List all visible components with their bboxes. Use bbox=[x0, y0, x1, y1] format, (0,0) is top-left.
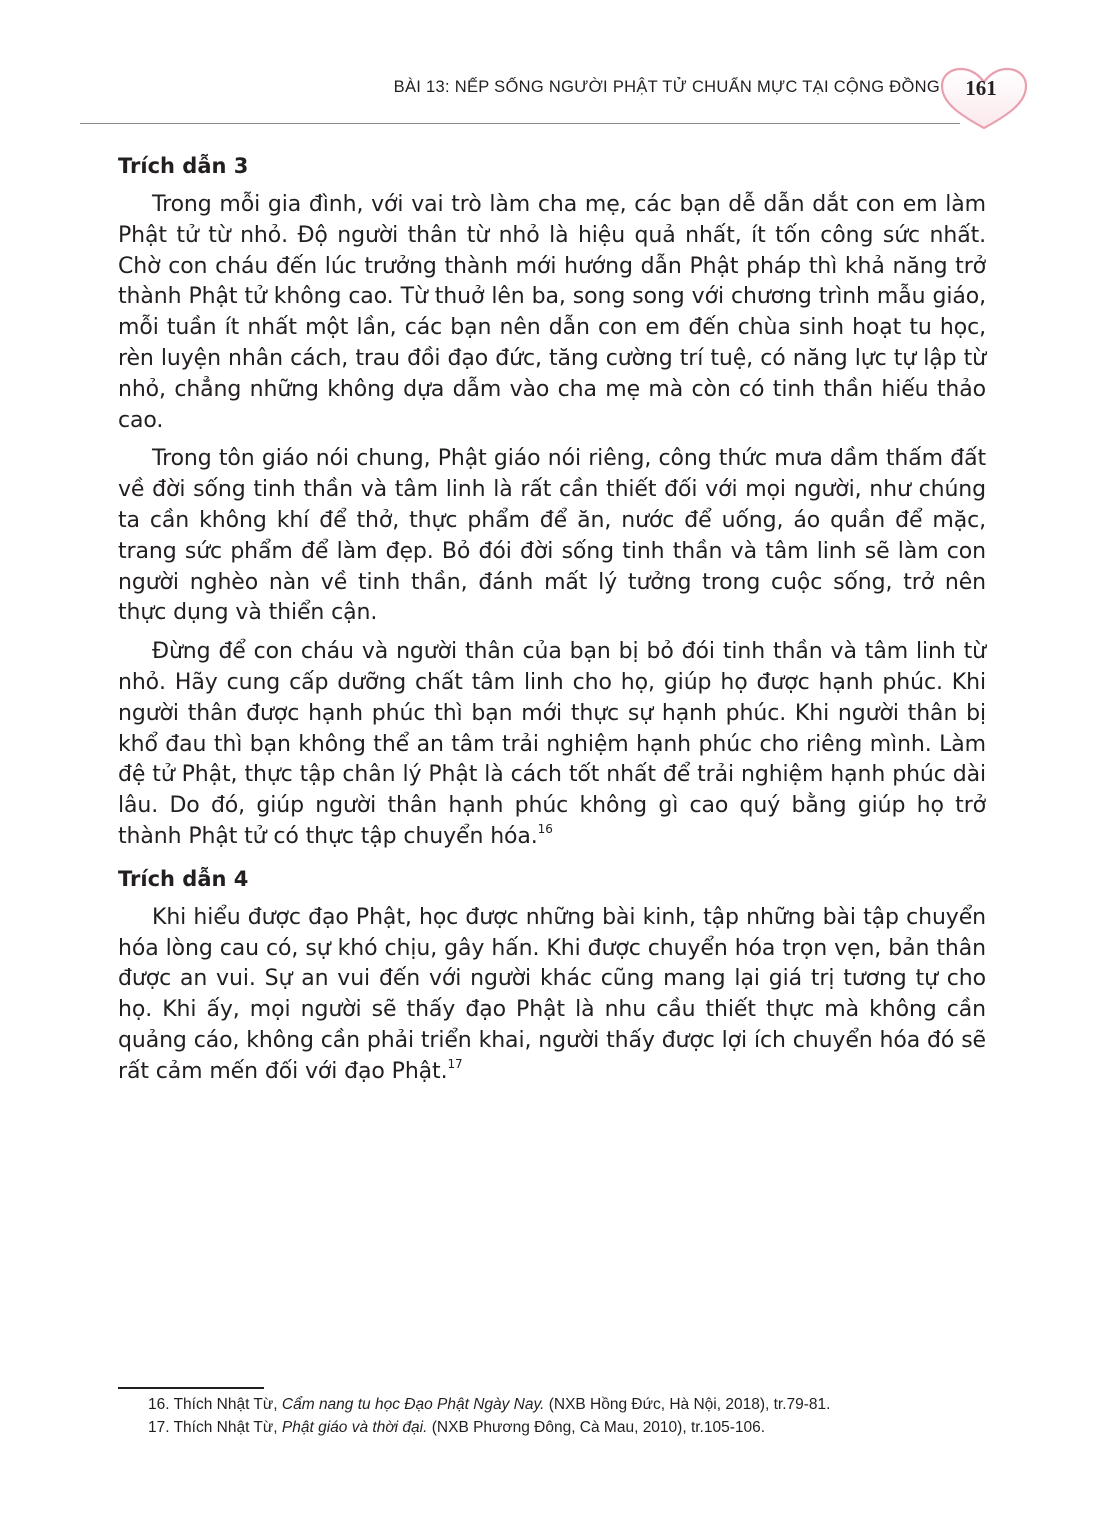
paragraph: Trong tôn giáo nói chung, Phật giáo nói riêng, công thức mưa dầm thấm đất về đời sống tinh thần và tâm linh là rất cần thiết đối với mọi người, như chúng ta cần không khí để thở, thực phẩm để ăn, nước để uống, áo quần để mặc, trang sức phẩm để làm đẹp. Bỏ đói đời sống tinh thần và tâm linh sẽ làm con người nghèo nàn về tinh thần, đánh mất lý tưởng trong cuộc sống, trở nên thực dụng và thiển cận. bbox=[118, 446, 986, 626]
footnote-title: Cẩm nang tu học Đạo Phật Ngày Nay. bbox=[281, 1396, 545, 1413]
footnote-number: 17. bbox=[148, 1419, 170, 1436]
footnote-title: Phật giáo và thời đại. bbox=[281, 1419, 428, 1436]
footnote-reference[interactable]: 16 bbox=[537, 821, 553, 836]
footnote-publication: (NXB Phương Đông, Cà Mau, 2010), tr.105-106. bbox=[431, 1419, 766, 1436]
footnote bbox=[148, 1393, 1008, 1416]
paragraph: Trong mỗi gia đình, với vai trò làm cha mẹ, các bạn dễ dẫn dắt con em làm Phật tử từ nhỏ. Độ người thân từ nhỏ là hiệu quả nhất, ít tốn công sức nhất. Chờ con cháu đến lúc trưởng thành mới hướng dẫn Phật pháp thì khả năng trở thành Phật tử không cao. Từ thuở lên ba, song song với chương trình mẫu giáo, mỗi tuần ít nhất một lần, các bạn nên dẫn con em đến chùa sinh hoạt tu học, rèn luyện nhân cách, trau đồi đạo đức, tăng cường trí tuệ, có năng lực tự lập từ nhỏ, chẳng những không dựa dẫm vào cha mẹ mà còn có tinh thần hiếu thảo cao. bbox=[118, 192, 986, 433]
footnote-number: 16. bbox=[148, 1396, 170, 1413]
chapter-title: BÀI 13: NẾP SỐNG NGƯỜI PHẬT TỬ CHUẨN MỰC TẠI CỘNG ĐỒNG bbox=[393, 78, 940, 96]
footnote-separator bbox=[118, 1387, 264, 1389]
footnotes bbox=[148, 1393, 1008, 1439]
running-header bbox=[0, 56, 1106, 130]
paragraph-text: Khi hiểu được đạo Phật, học được những bài kinh, tập những bài tập chuyển hóa lòng cau có, sự khó chịu, gây hấn. Khi được chuyển hóa trọn vẹn, bản thân được an vui. Sự an vui đến với người khác cũng mang lại giá trị tương tự cho họ. Khi ấy, mọi người sẽ thấy đạo Phật là nhu cầu thiết thực mà không cần quảng cáo, không cần phải triển khai, người thấy được lợi ích chuyển hóa đó sẽ rất cảm mến đối với đạo Phật. bbox=[118, 904, 986, 1084]
footnote-author: Thích Nhật Từ, bbox=[173, 1396, 278, 1413]
section-heading: Trích dẫn 4 bbox=[118, 866, 249, 891]
page-number: 161 bbox=[965, 76, 997, 100]
header-rule bbox=[80, 123, 960, 124]
footnote-publication: (NXB Hồng Đức, Hà Nội, 2018), tr.79-81. bbox=[548, 1396, 831, 1413]
paragraph bbox=[118, 903, 986, 1088]
footnote-reference[interactable]: 17 bbox=[447, 1056, 463, 1071]
footnote-author: Thích Nhật Từ, bbox=[173, 1419, 278, 1436]
section-heading: Trích dẫn 3 bbox=[118, 154, 249, 178]
paragraph-text: Đừng để con cháu và người thân của bạn bị bỏ đói tinh thần và tâm linh từ nhỏ. Hãy cung cấp dưỡng chất tâm linh cho họ, giúp họ được hạnh phúc. Khi người thân được hạnh phúc thì bạn mới thực sự hạnh phúc. Khi người thân bị khổ đau thì bạn không thể an tâm trải nghiệm hạnh phúc cho riêng mình. Làm đệ tử Phật, thực tập chân lý Phật là cách tốt nhất để trải nghiệm hạnh phúc dài lâu. Do đó, giúp người thân hạnh phúc không gì cao quý bằng giúp họ trở thành Phật tử có thực tập chuyển hóa. bbox=[118, 639, 986, 849]
paragraph bbox=[118, 637, 986, 853]
footnote bbox=[148, 1416, 1008, 1439]
page-body bbox=[118, 150, 986, 1096]
